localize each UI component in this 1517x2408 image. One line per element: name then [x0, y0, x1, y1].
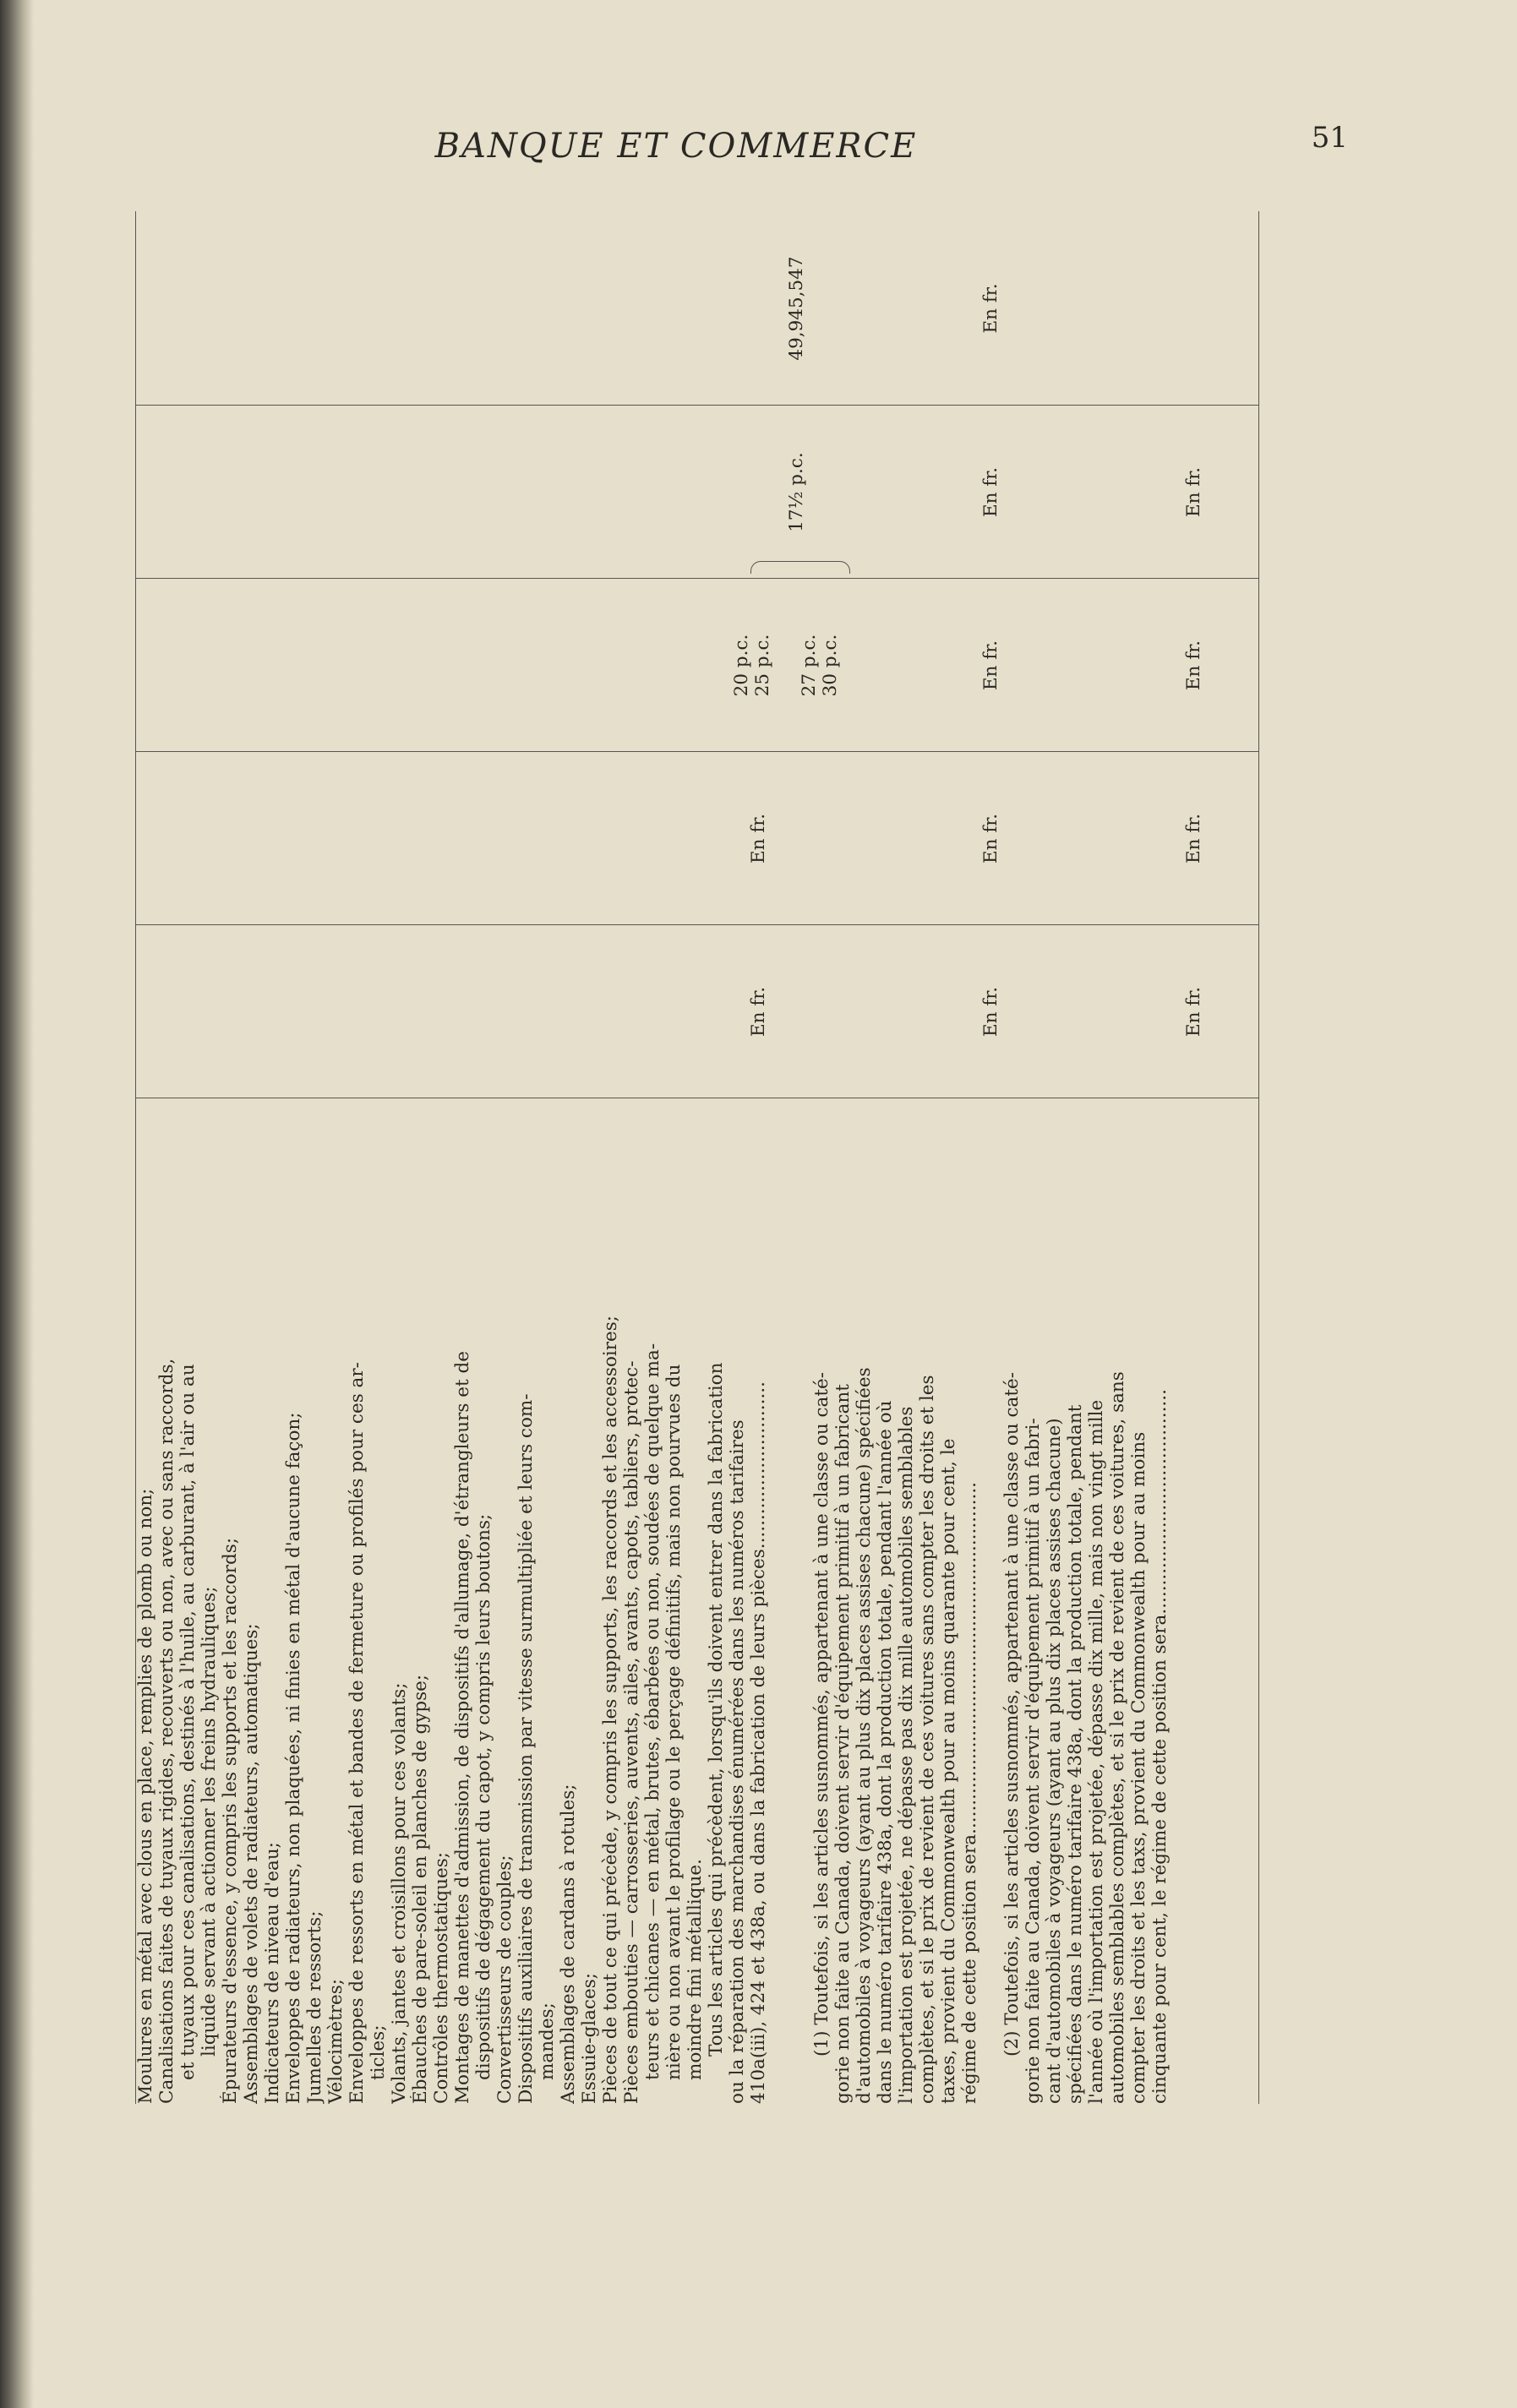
page-number: 51 [1311, 121, 1348, 155]
description-line: spécifiées dans le numéro tarifaire 438a, dont la production totale, pendant [1065, 1404, 1086, 2104]
description-line: (1) Toutefois, si les articles susnommés, appartenant à une classe ou caté- [811, 1372, 832, 2057]
description-line: Enveloppes de radiateurs, non plaquées, ni finies en métal d'aucune façon; [283, 1412, 304, 2104]
rate-cell: En fr. [980, 986, 1001, 1038]
description-line: Ébauches de pare-soleil en planches de gypse; [410, 1674, 431, 2104]
description-line: Pièces de tout ce qui précède, y compris les supports, les raccords et les accessoires; [600, 1315, 621, 2104]
rate-cell: En fr. [1183, 813, 1204, 864]
rate-cell: En fr. [1183, 466, 1204, 518]
rate-column-5 [135, 211, 1259, 406]
rate-column-3 [135, 579, 1259, 752]
description-line: ou la réparation des marchandises énumérées dans les numéros tarifaires [727, 1419, 748, 2104]
description-line: complètes, et si le prix de revient de ces voitures sans compter les droits et les [917, 1375, 938, 2104]
page-binding-edge [0, 0, 34, 2408]
description-line: dispositifs de dégagement du capot, y compris leurs boutons; [473, 1513, 494, 2080]
rate-cell: En fr. [1183, 986, 1204, 1038]
description-line: mandes; [537, 2002, 558, 2080]
description-line: Assemblages de cardans à rotules; [558, 1784, 579, 2104]
rate-value: 27 p.c. [799, 634, 820, 697]
description-line: compter les droits et les taxs, provient du Commonwealth pour au moins [1128, 1431, 1149, 2104]
description-line: Montages de manettes d'admission, de dispositifs d'allumage, d'étrangleurs et de [452, 1351, 473, 2104]
description-line [769, 1109, 790, 2104]
description-line: Assemblages de volets de radiateurs, automatiques; [241, 1623, 262, 2104]
description-line: cant d'automobiles à voyageurs (ayant au plus dix places assises chacune) [1044, 1418, 1065, 2104]
description-line: régime de cette position sera............................................................. [959, 1481, 980, 2104]
description-line: liquide servant à actionner les freins hydrauliques; [199, 1586, 220, 2057]
rate-column-4 [135, 406, 1259, 579]
description-line: Dispositifs auxiliaires de transmission par vitesse surmultipliée et leurs com- [516, 1393, 537, 2104]
rate-cell: En fr. [980, 283, 1001, 334]
description-column [135, 1098, 1259, 2104]
description-line: cinquante pour cent, le régime de cette position sera....................................... [1149, 1389, 1170, 2104]
description-line: Jumelles de ressorts; [304, 1910, 325, 2104]
description-line: dans le numéro tarifaire 438a, dont la production totale, pendant l'année où [875, 1400, 896, 2104]
description-line [790, 1109, 811, 2104]
rate-column-2 [135, 752, 1259, 925]
rate-value: 25 p.c. [752, 634, 773, 697]
rate-cell: En fr. [980, 466, 1001, 518]
description-line: Essuie-glaces; [579, 1973, 600, 2104]
description-line [980, 1109, 1001, 2104]
value-cell: 49,945,547 [786, 256, 807, 361]
description-line: 410a(iii), 424 et 438a, ou dans la fabrication de leurs pièces............................. [748, 1381, 769, 2104]
description-line: et tuyaux pour ces canalisations, destinés à l'huile, au carburant, à l'air ou au [177, 1364, 199, 2080]
description-line: moindre fini métallique. [685, 1859, 706, 2080]
description-line: ticles; [368, 2024, 389, 2080]
rate-cell: En fr. [980, 813, 1001, 864]
rate-stack [731, 579, 841, 752]
description-line: gorie non faite au Canada, doivent servir d'équipement primitif à un fabricant [832, 1384, 854, 2104]
description-line: automobiles semblables complètes, et si le prix de revient de ces voitures, sans [1107, 1371, 1128, 2104]
description-line: Contrôles thermostatiques; [431, 1851, 452, 2104]
rotated-tariff-table [135, 211, 1259, 2104]
description-line: gorie non faite au Canada, doivent servir d'équipement primitif à un fabri- [1023, 1418, 1044, 2104]
description-line: Volants, jantes et croisillons pour ces volants; [389, 1682, 410, 2104]
rate-cell: 17½ p.c. [786, 452, 807, 532]
rate-cell: En fr. [748, 813, 769, 864]
rate-cell: En fr. [980, 640, 1001, 691]
description-line: d'automobiles à voyageurs (ayant au plus dix places assises chacune) spécifiées [854, 1367, 875, 2104]
description-line: Tous les articles qui précèdent, lorsqu'ils doivent entrer dans la fabrication [706, 1362, 727, 2057]
rate-column-1 [135, 925, 1259, 1098]
rate-cell: En fr. [1183, 640, 1204, 691]
rate-cell: En fr. [748, 986, 769, 1038]
description-line: (2) Toutefois, si les articles susnommés, appartenant à une classe ou caté- [1001, 1372, 1023, 2057]
rate-value: 30 p.c. [820, 634, 841, 697]
description-line: l'année où l'importation est projetée, dépasse dix mille, mais non vingt mille [1086, 1399, 1107, 2104]
rate-value: 20 p.c. [731, 634, 752, 697]
description-line: teurs et chicanes — en métal, brutes, ébarbées ou non, soudées de quelque ma- [642, 1343, 663, 2080]
description-line: Épurateurs d'essence, y compris les supports et les raccords; [220, 1537, 241, 2104]
description-line: Enveloppes de ressorts en métal et bandes de fermeture ou profilés pour ces ar- [347, 1362, 368, 2104]
description-line: Indicateurs de niveau d'eau; [262, 1842, 283, 2104]
description-line: taxes, provient du Commonwealth pour au moins quarante pour cent, le [938, 1438, 959, 2104]
description-line: Moulures en métal avec clous en place, remplies de plomb ou non; [135, 1488, 156, 2104]
description-line: nière ou non avant le profilage ou le perçage définitifs, mais non pourvues du [663, 1364, 685, 2080]
description-line: Pièces embouties — carrosseries, auvents, ailes, avants, capots, tabliers, protec- [621, 1360, 642, 2104]
running-head: BANQUE ET COMMERCE [434, 127, 918, 166]
description-line: Vélocimètres; [325, 1978, 347, 2104]
description-line: l'importation est projetée, ne dépasse pas dix mille automobiles semblables [896, 1406, 917, 2104]
description-line: Convertisseurs de couples; [494, 1855, 516, 2104]
description-line: Canalisations faites de tuyaux rigides, recouverts ou non, avec ou sans raccords, [156, 1358, 177, 2104]
